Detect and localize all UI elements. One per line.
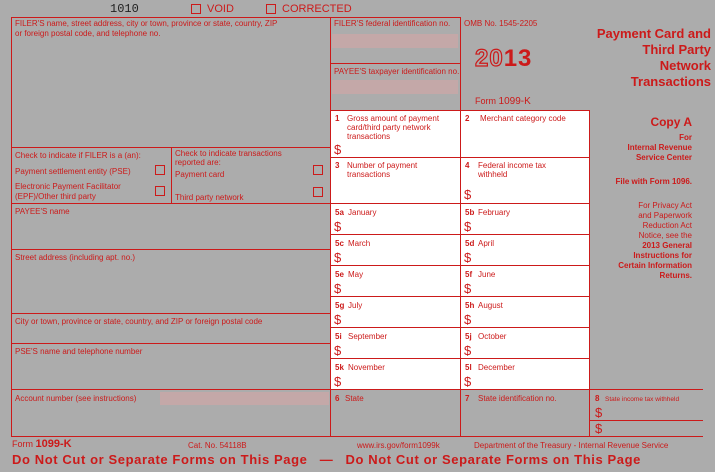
void-checkbox[interactable] <box>191 4 201 14</box>
epf-check-label-2: (EPF)/Other third party <box>15 192 96 201</box>
rule-pse <box>11 343 331 344</box>
filer-fed-id-label: FILER'S federal identification no. <box>334 19 451 28</box>
copy-privacy-5: 2013 General <box>642 241 692 250</box>
footer-dept: Department of the Treasury - Internal Revenue Service <box>474 441 669 450</box>
tax-year-suffix: 13 <box>503 45 533 72</box>
pse-check-label: Payment settlement entity (PSE) <box>15 167 131 176</box>
filer-name-label-2: or foreign postal code, and telephone no. <box>15 29 161 38</box>
payee-tin-field[interactable] <box>332 80 458 94</box>
epf-checkbox[interactable] <box>155 186 165 196</box>
footer-form-name: 1099-K <box>35 438 72 450</box>
box-8-dollar-1: $ <box>595 405 603 420</box>
box-5a-label: January <box>348 208 377 217</box>
box-5l-label: December <box>478 363 515 372</box>
box-2-label: Merchant category code <box>480 114 566 123</box>
box-5a-number: 5a <box>335 208 344 217</box>
box-5g-number: 5g <box>335 301 345 310</box>
copy-irs-2: Service Center <box>635 153 692 162</box>
box-5k-label: November <box>348 363 385 372</box>
box-4-label-1: Federal income tax <box>478 161 547 170</box>
box-5j-number: 5j <box>465 332 472 341</box>
box-5b-dollar: $ <box>464 219 472 234</box>
box-5d-number: 5d <box>465 239 475 248</box>
rule-left <box>11 17 12 437</box>
copy-for: For <box>679 133 692 142</box>
copy-privacy-2: and Paperwork <box>638 211 692 220</box>
copy-privacy-7: Certain Information <box>618 261 692 270</box>
rule-checks-div <box>171 147 172 203</box>
box-1-label-3: transactions <box>347 132 391 141</box>
box-1-label-2: card/third party network <box>347 123 431 132</box>
copy-heading: Copy A <box>650 115 692 129</box>
box-5h-dollar: $ <box>464 312 472 327</box>
pse-checkbox[interactable] <box>155 165 165 175</box>
box-5b-label: February <box>478 208 511 217</box>
account-label: Account number (see instructions) <box>15 394 137 403</box>
filer-name-label: FILER'S name, street address, city or town, province or state, country, ZIP <box>15 19 278 28</box>
box-5j-label: October <box>478 332 507 341</box>
rule-filer-right <box>331 63 460 64</box>
rule-payee-top <box>11 203 331 204</box>
box-5j-dollar: $ <box>464 343 472 358</box>
box-5l-dollar: $ <box>464 374 472 389</box>
box-5a-dollar: $ <box>334 219 342 234</box>
box-5h-number: 5h <box>465 301 475 310</box>
footer-form <box>12 439 72 450</box>
filer-is-label: Check to indicate if FILER is a (an): <box>15 151 141 160</box>
box-5c-dollar: $ <box>334 250 342 265</box>
rule-col-right <box>460 110 461 437</box>
form-code: 1010 <box>110 2 139 16</box>
payee-name-label: PAYEE'S name <box>15 207 70 216</box>
box-5b-number: 5b <box>465 208 475 217</box>
box-5c-number: 5c <box>335 239 344 248</box>
corrected-label: CORRECTED <box>282 3 352 15</box>
payment-card-label: Payment card <box>175 170 225 179</box>
box-5i-label: September <box>348 332 388 341</box>
copy-privacy-3: Reduction Act <box>642 221 692 230</box>
title-line-2: Third Party <box>642 42 711 57</box>
form-title <box>555 26 711 90</box>
copy-file-with: File with Form 1096. <box>615 177 692 186</box>
footer-cat-no: Cat. No. 54118B <box>188 441 247 450</box>
box-5f-dollar: $ <box>464 281 472 296</box>
box-4-label-2: withheld <box>478 170 508 179</box>
epf-check-label-1: Electronic Payment Facilitator <box>15 182 121 191</box>
box-3-number: 3 <box>335 161 340 170</box>
corrected-checkbox[interactable] <box>266 4 276 14</box>
box-7-label: State identification no. <box>478 394 557 403</box>
box-7-number: 7 <box>465 394 470 403</box>
rule-col-copy <box>589 110 590 437</box>
box-5h-label: August <box>478 301 503 310</box>
box-6-label: State <box>345 394 364 403</box>
copy-privacy-8: Returns. <box>659 271 692 280</box>
copy-privacy-1: For Privacy Act <box>638 201 692 210</box>
box-5d-dollar: $ <box>464 250 472 265</box>
form-word: Form <box>475 96 496 106</box>
warning-left: Do Not Cut or Separate Forms on This Page <box>12 452 308 467</box>
rule-street <box>11 249 331 250</box>
tax-year <box>475 46 532 72</box>
box-4-dollar: $ <box>464 187 472 202</box>
payment-card-checkbox[interactable] <box>313 165 323 175</box>
box-5d-label: April <box>478 239 495 248</box>
copy-privacy-6: Instructions for <box>633 251 692 260</box>
box-5e-dollar: $ <box>334 281 342 296</box>
box-5i-dollar: $ <box>334 343 342 358</box>
copy-irs-1: Internal Revenue <box>627 143 692 152</box>
warning-right: Do Not Cut or Separate Forms on This Page <box>345 452 641 467</box>
footer-url[interactable]: www.irs.gov/form1099k <box>357 441 440 450</box>
account-number-field[interactable] <box>160 392 329 405</box>
title-line-3: Network <box>659 58 711 73</box>
box-5f-number: 5f <box>465 270 473 279</box>
box-8-dollar-2: $ <box>595 421 603 436</box>
box-1-number: 1 <box>335 114 340 123</box>
box-8-number: 8 <box>595 394 600 403</box>
box-5c-label: March <box>348 239 371 248</box>
third-party-label: Third party network <box>175 193 244 202</box>
rule-top <box>11 17 460 18</box>
box-5g-dollar: $ <box>334 312 342 327</box>
box-6-number: 6 <box>335 394 340 403</box>
transactions-label-2: reported are: <box>175 158 221 167</box>
form-title-top <box>475 96 531 107</box>
street-label: Street address (including apt. no.) <box>15 253 136 262</box>
rule-b8-mid <box>590 420 703 421</box>
payee-tin-label: PAYEE'S taxpayer identification no. <box>334 67 460 76</box>
box-3-label-1: Number of payment <box>347 161 418 170</box>
box-5f-label: June <box>478 270 496 279</box>
box-5k-dollar: $ <box>334 374 342 389</box>
void-label: VOID <box>207 3 234 15</box>
box-5e-label: May <box>348 270 364 279</box>
box-8-label: State income tax withheld <box>605 396 680 403</box>
rule-col-omb <box>460 17 461 111</box>
box-5e-number: 5e <box>335 270 344 279</box>
third-party-checkbox[interactable] <box>313 187 323 197</box>
box-1-dollar: $ <box>334 142 342 157</box>
form-name: 1099-K <box>498 96 531 107</box>
rule-bottom-rows <box>11 389 703 390</box>
box-5l-number: 5l <box>465 363 472 372</box>
box-1-label-1: Gross amount of payment <box>347 114 440 123</box>
box-5k-number: 5k <box>335 363 344 372</box>
filer-fed-id-field[interactable] <box>332 34 458 48</box>
transactions-label-1: Check to indicate transactions <box>175 149 282 158</box>
box-2-number: 2 <box>465 114 470 123</box>
warning-dash: — <box>319 452 334 467</box>
footer-warning <box>12 452 707 468</box>
omb-label: OMB No. 1545-2205 <box>464 19 538 28</box>
box-4-number: 4 <box>465 161 470 170</box>
rule-city <box>11 313 331 314</box>
copy-privacy-4: Notice, see the <box>638 231 692 240</box>
city-label: City or town, province or state, country, and ZIP or foreign postal code <box>15 317 263 326</box>
title-line-4: Transactions <box>630 74 711 89</box>
footer-form-word: Form <box>12 439 33 449</box>
box-5i-number: 5i <box>335 332 342 341</box>
pse-name-label: PSE'S name and telephone number <box>15 347 143 356</box>
tax-year-prefix: 20 <box>475 45 504 72</box>
box-5g-label: July <box>348 301 363 310</box>
copy-a-block <box>591 114 692 281</box>
rule-col-mid <box>330 17 331 437</box>
title-line-1: Payment Card and <box>596 26 711 41</box>
rule-form-bottom <box>11 436 703 437</box>
box-3-label-2: transactions <box>347 170 391 179</box>
